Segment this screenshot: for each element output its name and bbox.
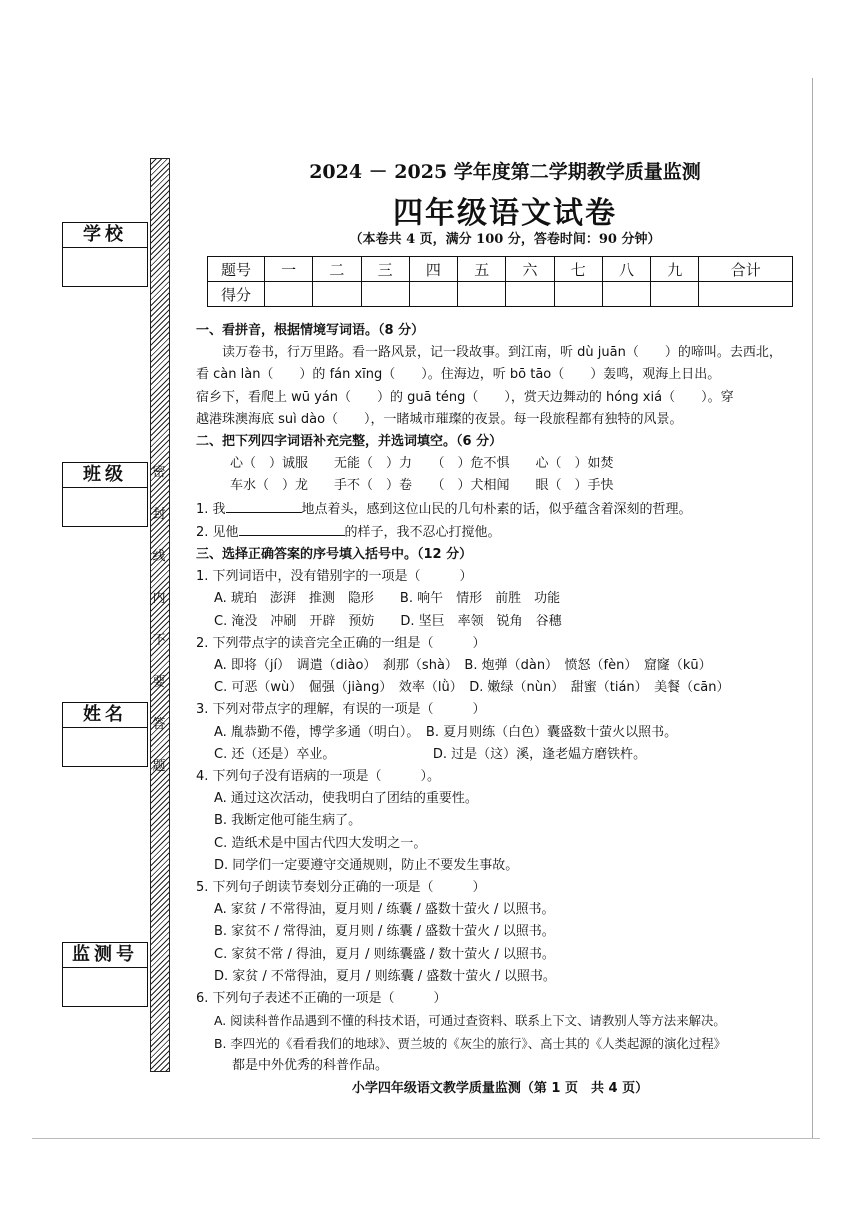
answer-option: B. 家贫不 / 常得油，夏月则 / 练囊 / 盛数十萤火 / 以照书。 <box>214 924 555 940</box>
exam-title-line1: 2024 － 2025 学年度第二学期教学质量监测 <box>309 161 701 183</box>
section-heading: 二、把下列四字词语补充完整，并选词填空。（6 分） <box>196 434 503 450</box>
answer-option: B. 我断定他可能生病了。 <box>214 813 362 829</box>
answer-blank[interactable] <box>226 498 302 513</box>
score-table-header-row <box>208 257 793 282</box>
class-label: 班级 <box>63 463 147 488</box>
seal-char: 密 <box>152 465 166 480</box>
exam-title-line2: 四年级语文试卷 <box>393 196 617 231</box>
score-cell[interactable] <box>458 282 506 307</box>
answer-option: A. 阅读科普作品遇到不懂的科技术语，可通过查资料、联系上下文、请教别人等方法来解决。 <box>214 1013 726 1029</box>
question-stem: 2. 下列带点字的读音完全正确的一组是（ ） <box>196 635 486 651</box>
answer-option: A. 即将（jí） 调遣（diào） 刹那（shà） B. 炮弹（dàn） 愤怒（fèn） 窟窿（kū） <box>214 658 712 674</box>
seal-char: 内 <box>152 591 166 606</box>
class-box <box>62 462 148 527</box>
score-table-label: 得分 <box>208 282 265 307</box>
page-border <box>812 78 813 1138</box>
school-label: 学校 <box>63 223 147 248</box>
question-number-cell: 二 <box>313 257 361 282</box>
score-cell[interactable] <box>313 282 361 307</box>
score-table <box>207 256 793 307</box>
exam-number-label: 监测号 <box>63 943 147 968</box>
exam-subtitle: （本卷共 4 页，满分 100 分，答卷时间：90 分钟） <box>349 232 661 247</box>
fill-blank-sentence <box>196 521 808 544</box>
passage-line: 宿乡下，看爬上 wū yán（ ）的 guā téng（ ），赏天边舞动的 hóng xiá（ ）。穿 <box>196 389 734 405</box>
passage-line: 读万卷书，行万里路。看一路风景，记一段故事。到江南，听 dù juān（ ）的啼叫。去西北， <box>222 345 782 361</box>
score-cell[interactable] <box>651 282 699 307</box>
score-cell[interactable] <box>409 282 457 307</box>
binding-strip <box>150 158 170 1072</box>
seal-char: 答 <box>152 717 166 732</box>
score-cell[interactable] <box>265 282 313 307</box>
question-stem: 1. 下列词语中，没有错别字的一项是（ ） <box>196 569 473 585</box>
answer-option: B. 李四光的《看看我们的地球》、贾兰坡的《灰尘的旅行》、高士其的《人类起源的演化过程》 <box>214 1035 726 1051</box>
exam-number-field[interactable] <box>63 968 147 1006</box>
seal-char: 线 <box>152 549 166 564</box>
school-box <box>62 222 148 287</box>
answer-option: C. 造纸术是中国古代四大发明之一。 <box>214 835 427 851</box>
answer-option: A. 通过这次活动，使我明白了团结的重要性。 <box>214 791 478 807</box>
answer-option: C. 家贫不常 / 得油，夏月 / 则练囊盛 / 数十萤火 / 以照书。 <box>214 946 555 962</box>
seal-char: 题 <box>152 759 166 774</box>
answer-option: C. 可恶（wù） 倔强（jiàng） 效率（lǜ） D. 嫩绿（nùn） 甜蜜（tián） 美餐（cān） <box>214 680 730 696</box>
class-field[interactable] <box>63 488 147 526</box>
fill-prefix: 1. 我 <box>196 501 226 517</box>
name-field[interactable] <box>63 728 147 766</box>
passage-line: 越港珠澳海底 suì dào（ ），一睹城市璀璨的夜景。每一段旅程都有独特的风景。 <box>196 411 683 427</box>
answer-blank[interactable] <box>239 521 345 536</box>
passage-line: 看 càn làn（ ）的 fán xīng（ ）。住海边，听 bō tāo（ ）轰鸣，观海上日出。 <box>196 367 721 383</box>
idiom-row: 心（ ）诚服 无能（ ）力 （ ）危不惧 心（ ）如焚 <box>230 456 614 472</box>
question-number-cell: 一 <box>265 257 313 282</box>
question-number-cell: 三 <box>361 257 409 282</box>
question-stem: 6. 下列句子表述不正确的一项是（ ） <box>196 991 447 1007</box>
fill-text: 地点着头，感到这位山民的几句朴素的话，似乎蕴含着深刻的哲理。 <box>301 501 692 517</box>
question-stem: 5. 下列句子朗读节奏划分正确的一项是（ ） <box>196 880 486 896</box>
answer-option: A. 家贫 / 不常得油，夏月则 / 练囊 / 盛数十萤火 / 以照书。 <box>214 902 555 918</box>
score-cell[interactable] <box>506 282 554 307</box>
total-cell: 合计 <box>699 257 793 282</box>
question-number-cell: 八 <box>602 257 650 282</box>
answer-option: D. 家贫 / 不常得油，夏月 / 则练囊 / 盛数十萤火 / 以照书。 <box>214 968 556 984</box>
fill-blank-sentence <box>196 498 808 521</box>
answer-option-continued: 都是中外优秀的科普作品。 <box>232 1057 389 1073</box>
name-label: 姓名 <box>63 703 147 728</box>
score-cell[interactable] <box>361 282 409 307</box>
question-number-cell: 九 <box>651 257 699 282</box>
answer-option: A. 琥珀 澎湃 推测 隐形 B. 响午 情形 前胜 功能 <box>214 591 561 607</box>
question-stem: 4. 下列句子没有语病的一项是（ ）。 <box>196 769 441 785</box>
score-table-score-row <box>208 282 793 307</box>
seal-char: 要 <box>152 675 166 690</box>
idiom-row: 车水（ ）龙 手不（ ）卷 （ ）犬相闻 眼（ ）手快 <box>230 478 614 494</box>
fill-text: 的样子，我不忍心打搅他。 <box>344 524 501 540</box>
seal-char: 封 <box>152 507 166 522</box>
score-cell[interactable] <box>602 282 650 307</box>
section-heading: 一、看拼音，根据情境写词语。（8 分） <box>196 323 425 338</box>
answer-option: A. 胤恭勤不倦，博学多通（明白）。 B. 夏月则练（白色）囊盛数十萤火以照书。 <box>214 724 678 740</box>
answer-option: D. 同学们一定要遵守交通规则，防止不要发生事故。 <box>214 857 519 873</box>
school-field[interactable] <box>63 248 147 286</box>
exam-number-box <box>62 942 148 1007</box>
score-cell[interactable] <box>699 282 793 307</box>
fill-prefix: 2. 见他 <box>196 524 239 540</box>
section-heading: 三、选择正确答案的序号填入括号中。（12 分） <box>196 547 473 563</box>
answer-option: C. 淹没 冲刷 开辟 预妨 D. 坚巨 率领 锐角 谷穗 <box>214 613 562 629</box>
seal-char: 不 <box>152 633 166 648</box>
question-stem: 3. 下列对带点字的理解，有误的一项是（ ） <box>196 702 486 718</box>
answer-option: C. 还（还是）卒业。 D. 过是（这）溪，逢老媪方磨铁杵。 <box>214 746 647 762</box>
score-table-label: 题号 <box>208 257 265 282</box>
question-number-cell: 五 <box>458 257 506 282</box>
exam-content <box>196 320 808 1077</box>
question-number-cell: 七 <box>554 257 602 282</box>
page-border <box>32 1138 820 1139</box>
score-cell[interactable] <box>554 282 602 307</box>
question-number-cell: 四 <box>409 257 457 282</box>
page-footer: 小学四年级语文教学质量监测（第 1 页 共 4 页） <box>351 1081 649 1096</box>
name-box <box>62 702 148 767</box>
question-number-cell: 六 <box>506 257 554 282</box>
